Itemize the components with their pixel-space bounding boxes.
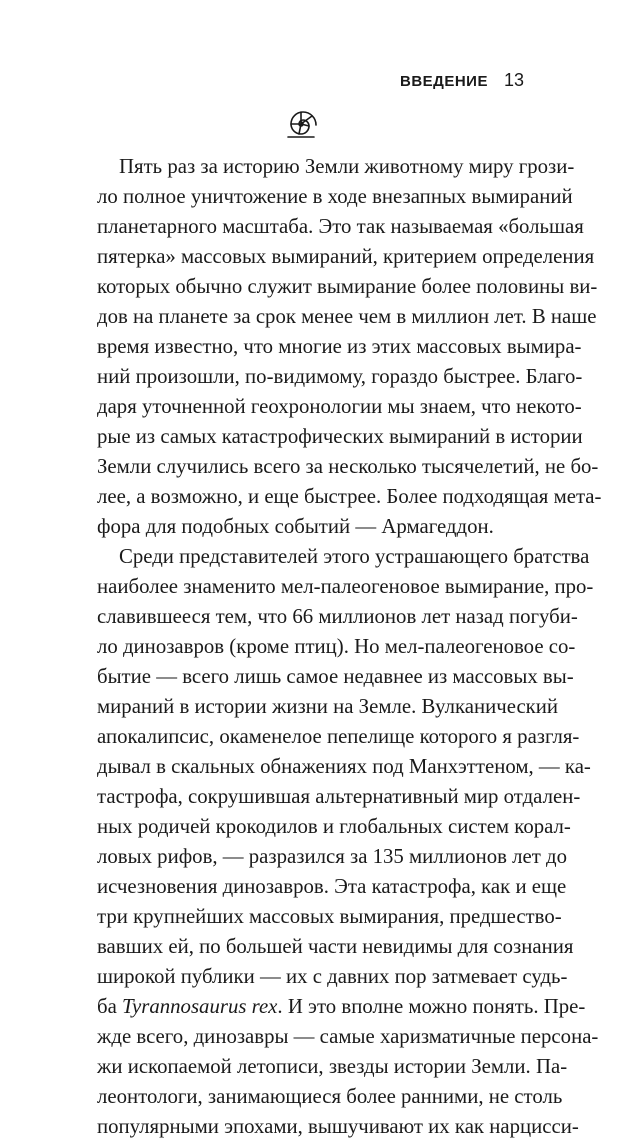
text-line: ний произошли, по-видимому, гораздо быстрее. Благо- xyxy=(97,365,583,388)
paragraph xyxy=(97,152,602,542)
text-line: пятерка» массовых вымираний, критерием определения xyxy=(97,245,595,268)
text-line: даря уточненной геохронологии мы знаем, что некото- xyxy=(97,395,582,418)
text-line: славившееся тем, что 66 миллионов лет назад погуби- xyxy=(97,605,578,628)
page-number: 13 xyxy=(503,70,524,90)
text-line xyxy=(97,992,586,1022)
text-line: Среди представителей этого устрашающего братства xyxy=(119,545,590,568)
body-text xyxy=(97,152,602,1142)
text-line: широкой публики — их с давних пор затмевает судь- xyxy=(97,965,568,988)
text-line: вавших ей, по большей части невидимы для сознания xyxy=(97,935,574,958)
text-segment: . И это вполне можно понять. Пре- xyxy=(277,995,586,1018)
text-line: жде всего, динозавры — самые харизматичные персона- xyxy=(97,1025,599,1048)
text-line: исчезновения динозавров. Эта катастрофа, как и еще xyxy=(97,875,567,898)
paragraph xyxy=(97,542,599,1142)
text-line: апокалипсис, окаменелое пепелище которого я разгля- xyxy=(97,725,580,748)
text-line: Пять раз за историю Земли животному миру грози- xyxy=(119,155,575,178)
species-name: Tyrannosaurus rex xyxy=(122,995,278,1018)
text-line: популярными эпохами, вышучивают их как нарцисси- xyxy=(97,1115,579,1138)
text-line: рые из самых катастрофических вымираний в истории xyxy=(97,425,583,448)
text-line: ло динозавров (кроме птиц). Но мел-палеогеновое со- xyxy=(97,635,576,658)
text-line: дывал в скальных обнажениях под Манхэттеном, — ка- xyxy=(97,755,591,778)
text-line: дов на планете за срок менее чем в миллион лет. В наше xyxy=(97,305,597,328)
text-line: бытие — всего лишь самое недавнее из массовых вы- xyxy=(97,665,574,688)
text-line: наиболее знаменито мел-палеогеновое вымирание, про- xyxy=(97,575,594,598)
text-line: лее, а возможно, и еще быстрее. Более подходящая мета- xyxy=(97,485,602,508)
text-line: три крупнейших массовых вымирания, предшество- xyxy=(97,905,562,928)
text-line: фора для подобных событий — Армагеддон. xyxy=(97,515,494,538)
text-line: леонтологи, занимающиеся более ранними, не столь xyxy=(97,1085,563,1108)
running-head xyxy=(400,70,524,91)
text-line: время известно, что многие из этих массовых вымира- xyxy=(97,335,582,358)
text-line: жи ископаемой летописи, звезды истории Земли. Па- xyxy=(97,1055,568,1078)
text-line: ловых рифов, — разразился за 135 миллионов лет до xyxy=(97,845,568,868)
text-line: ло полное уничтожение в ходе внезапных вымираний xyxy=(97,185,573,208)
text-line: которых обычно служит вымирание более половины ви- xyxy=(97,275,598,298)
text-line: ных родичей крокодилов и глобальных систем корал- xyxy=(97,815,571,838)
text-line: тастрофа, сокрушившая альтернативный мир отдален- xyxy=(97,785,581,808)
text-line: мираний в истории жизни на Земле. Вулканический xyxy=(97,695,559,718)
text-line: Земли случились всего за несколько тысячелетий, не бо- xyxy=(97,455,599,478)
section-title: ВВЕДЕНИЕ xyxy=(399,73,488,90)
text-line: планетарного масштаба. Это так называемая «большая xyxy=(97,215,584,238)
nautilus-shell-icon xyxy=(283,106,319,142)
text-segment: ба xyxy=(97,995,123,1018)
